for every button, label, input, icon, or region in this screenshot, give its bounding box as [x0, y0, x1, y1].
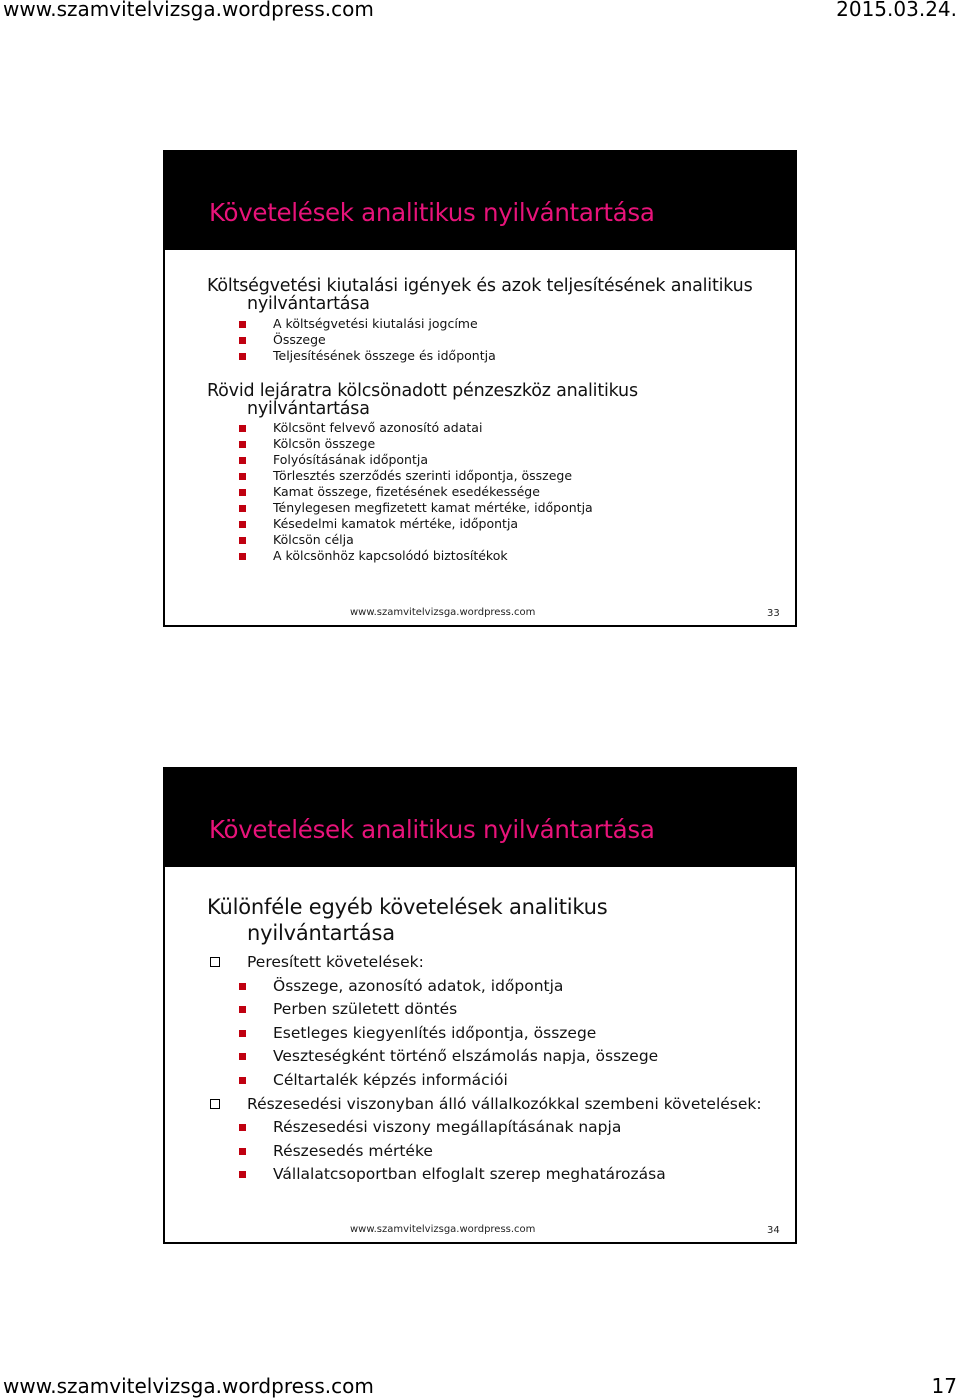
square-bullet-icon: [239, 1171, 246, 1178]
square-bullet-icon: [239, 457, 246, 464]
square-bullet-icon: [239, 473, 246, 480]
list-item: Céltartalék képzés információi: [273, 1069, 508, 1091]
square-bullet-icon: [239, 321, 246, 328]
page-footer: [0, 1373, 960, 1397]
list-item: Részesedési viszony megállapításának napja: [273, 1116, 621, 1138]
slide-title-band: [165, 152, 795, 250]
list-item: Késedelmi kamatok mértéke, időpontja: [273, 516, 518, 532]
square-bullet-icon: [239, 425, 246, 432]
square-bullet-icon: [239, 489, 246, 496]
footer-page-number: 17: [931, 1374, 957, 1398]
header-date: 2015.03.24.: [836, 0, 957, 21]
list-item: Kölcsön célja: [273, 532, 354, 548]
page-header: [0, 0, 960, 24]
list-item: A kölcsönhöz kapcsolódó biztosítékok: [273, 548, 508, 564]
group-label: Peresített követelések:: [247, 951, 424, 973]
square-bullet-icon: [239, 537, 246, 544]
list-item: Vállalatcsoportban elfoglalt szerep meghatározása: [273, 1163, 666, 1185]
list-item: Perben született döntés: [273, 998, 457, 1020]
section-heading: Különféle egyéb követelések analitikus nyilvántartása: [207, 895, 608, 945]
list-item: Törlesztés szerződés szerinti időpontja, összege: [273, 468, 572, 484]
list-item: A költségvetési kiutalási jogcíme: [273, 316, 478, 332]
square-bullet-icon: [239, 505, 246, 512]
square-bullet-icon: [239, 521, 246, 528]
slide-title-band: [165, 769, 795, 867]
list-item: Veszteségként történő elszámolás napja, összege: [273, 1045, 658, 1067]
list-item: Összege, azonosító adatok, időpontja: [273, 975, 563, 997]
square-bullet-icon: [239, 553, 246, 560]
slide-number: 33: [767, 608, 780, 619]
section-heading: Költségvetési kiutalási igények és azok teljesítésének analitikus nyilvántartása: [207, 276, 753, 314]
hollow-square-bullet-icon: [210, 1099, 220, 1109]
list-item: Kölcsönt felvevő azonosító adatai: [273, 420, 482, 436]
list-item: Folyósításának időpontja: [273, 452, 428, 468]
square-bullet-icon: [239, 1148, 246, 1155]
list-item: Kamat összege, fizetésének esedékessége: [273, 484, 540, 500]
slide-number: 34: [767, 1225, 780, 1236]
square-bullet-icon: [239, 1006, 246, 1013]
footer-site-url[interactable]: www.szamvitelvizsga.wordpress.com: [3, 1374, 374, 1398]
square-bullet-icon: [239, 1053, 246, 1060]
list-item: Teljesítésének összege és időpontja: [273, 348, 496, 364]
slide-title: Követelések analitikus nyilvántartása: [209, 815, 655, 844]
slide-footer-url[interactable]: www.szamvitelvizsga.wordpress.com: [350, 1224, 536, 1235]
square-bullet-icon: [239, 1124, 246, 1131]
list-item: Esetleges kiegyenlítés időpontja, összege: [273, 1022, 596, 1044]
square-bullet-icon: [239, 441, 246, 448]
square-bullet-icon: [239, 983, 246, 990]
square-bullet-icon: [239, 337, 246, 344]
list-item: Részesedés mértéke: [273, 1140, 433, 1162]
header-site-url[interactable]: www.szamvitelvizsga.wordpress.com: [3, 0, 374, 21]
list-item: Kölcsön összege: [273, 436, 375, 452]
slide-title: Követelések analitikus nyilvántartása: [209, 198, 655, 227]
group-label: Részesedési viszonyban álló vállalkozókkal szembeni követelések:: [247, 1093, 762, 1115]
slide-footer-url[interactable]: www.szamvitelvizsga.wordpress.com: [350, 607, 536, 618]
slide-33: [163, 150, 797, 627]
hollow-square-bullet-icon: [210, 957, 220, 967]
section-heading: Rövid lejáratra kölcsönadott pénzeszköz analitikus nyilvántartása: [207, 381, 638, 419]
list-item: Ténylegesen megfizetett kamat mértéke, időpontja: [273, 500, 593, 516]
square-bullet-icon: [239, 1077, 246, 1084]
list-item: Összege: [273, 332, 326, 348]
square-bullet-icon: [239, 353, 246, 360]
slide-34: [163, 767, 797, 1244]
square-bullet-icon: [239, 1030, 246, 1037]
